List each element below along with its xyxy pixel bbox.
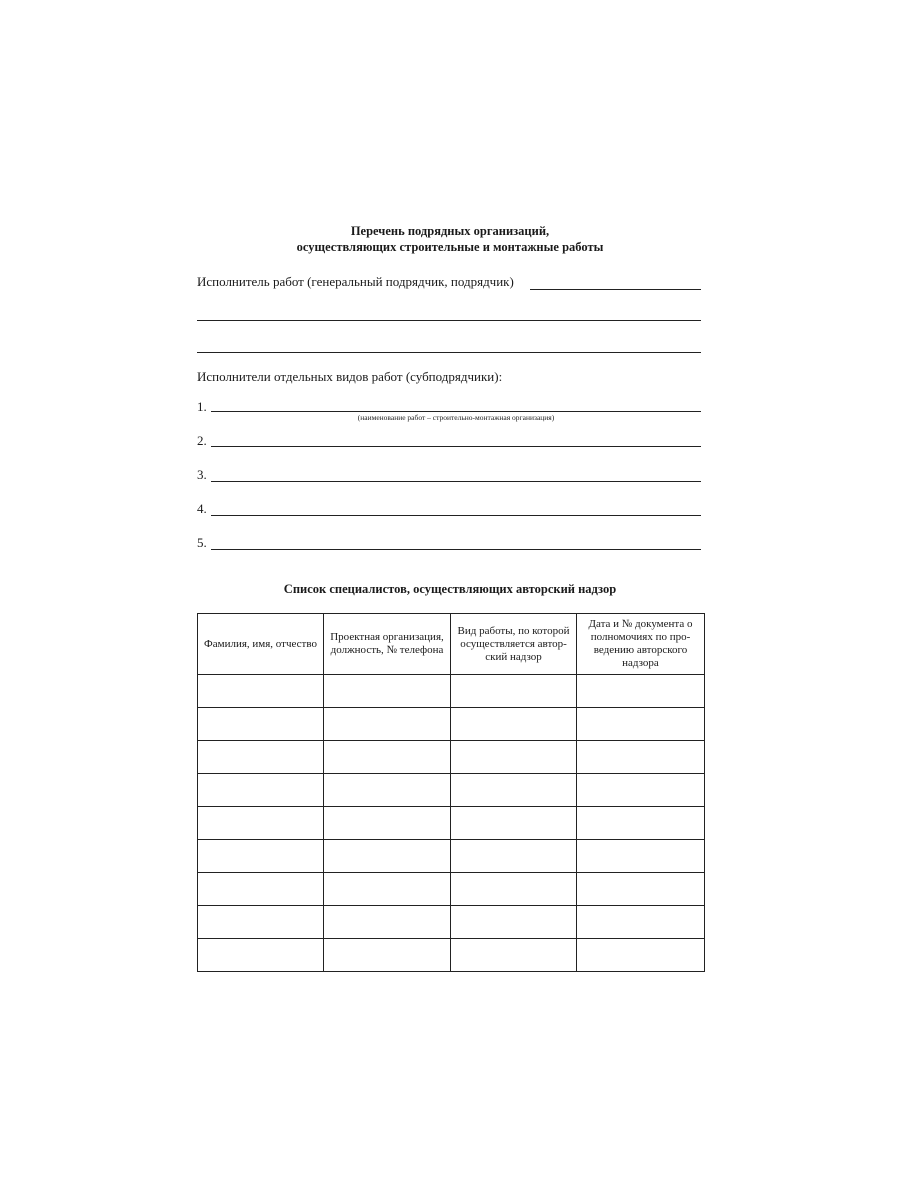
table-header-row: [198, 614, 705, 675]
subcontractor-field-line-2[interactable]: [211, 446, 701, 447]
table-cell[interactable]: [198, 807, 324, 840]
table-cell[interactable]: [198, 675, 324, 708]
table-cell[interactable]: [577, 906, 705, 939]
table-cell[interactable]: [451, 840, 577, 873]
table-cell[interactable]: [451, 675, 577, 708]
table-cell[interactable]: [324, 774, 451, 807]
table-cell[interactable]: [198, 774, 324, 807]
table-cell[interactable]: [451, 774, 577, 807]
table-cell[interactable]: [324, 741, 451, 774]
executor-label: Исполнитель работ (генеральный подрядчик, подрядчик): [197, 274, 514, 289]
subcontractor-number-1: 1.: [197, 399, 207, 414]
executor-field-line-3[interactable]: [197, 352, 701, 353]
subcontractor-number-4: 4.: [197, 501, 207, 516]
section-1-title-line-2: осуществляющих строительные и монтажные работы: [296, 240, 604, 254]
table-cell[interactable]: [324, 873, 451, 906]
subcontractor-number-5: 5.: [197, 535, 207, 550]
table-row: [198, 774, 705, 807]
table-row: [198, 873, 705, 906]
header-full-name: Фамилия, имя, отчество: [198, 614, 324, 675]
table-row: [198, 741, 705, 774]
executor-field-line[interactable]: [530, 289, 701, 290]
table-cell[interactable]: [324, 840, 451, 873]
header-organization: Проектная организация, должность, № телефона: [324, 614, 451, 675]
executor-field-line-2[interactable]: [197, 320, 701, 321]
subcontractor-field-line-4[interactable]: [211, 515, 701, 516]
table-cell[interactable]: [451, 708, 577, 741]
table-row: [198, 708, 705, 741]
table-cell[interactable]: [198, 939, 324, 972]
table-cell[interactable]: [577, 840, 705, 873]
table-cell[interactable]: [198, 708, 324, 741]
header-authority-document: Дата и № документа о полномочиях по про-ведению авторского надзора: [577, 614, 705, 675]
table-cell[interactable]: [324, 939, 451, 972]
subcontractor-field-line-3[interactable]: [211, 481, 701, 482]
table-cell[interactable]: [198, 906, 324, 939]
table-row: [198, 675, 705, 708]
header-work-type: Вид работы, по которой осуществляется автор-ский надзор: [451, 614, 577, 675]
table-cell[interactable]: [451, 873, 577, 906]
table-cell[interactable]: [577, 741, 705, 774]
table-cell[interactable]: [324, 675, 451, 708]
table-cell[interactable]: [577, 708, 705, 741]
section-2-title: Список специалистов, осуществляющих авторский надзор: [283, 582, 617, 596]
subcontractor-field-caption: (наименование работ – строительно-монтажная организация): [357, 413, 555, 422]
subcontractor-field-line-5[interactable]: [211, 549, 701, 550]
subcontractor-field-line-1[interactable]: [211, 411, 701, 412]
table-row: [198, 906, 705, 939]
table-row: [198, 840, 705, 873]
table-cell[interactable]: [451, 807, 577, 840]
table-cell[interactable]: [324, 708, 451, 741]
section-1-title-line-1: Перечень подрядных организаций,: [350, 224, 550, 238]
table-cell[interactable]: [577, 939, 705, 972]
subcontractor-number-3: 3.: [197, 467, 207, 482]
subcontractors-label: Исполнители отдельных видов работ (субподрядчики):: [197, 369, 503, 384]
table-cell[interactable]: [324, 807, 451, 840]
table-cell[interactable]: [198, 873, 324, 906]
table-cell[interactable]: [577, 774, 705, 807]
table-cell[interactable]: [451, 939, 577, 972]
table-row: [198, 807, 705, 840]
table-cell[interactable]: [451, 906, 577, 939]
specialists-table: [197, 613, 705, 972]
table-cell[interactable]: [198, 840, 324, 873]
table-cell[interactable]: [324, 906, 451, 939]
table-cell[interactable]: [198, 741, 324, 774]
table-cell[interactable]: [451, 741, 577, 774]
table-cell[interactable]: [577, 675, 705, 708]
table-cell[interactable]: [577, 873, 705, 906]
subcontractor-number-2: 2.: [197, 433, 207, 448]
table-row: [198, 939, 705, 972]
table-cell[interactable]: [577, 807, 705, 840]
